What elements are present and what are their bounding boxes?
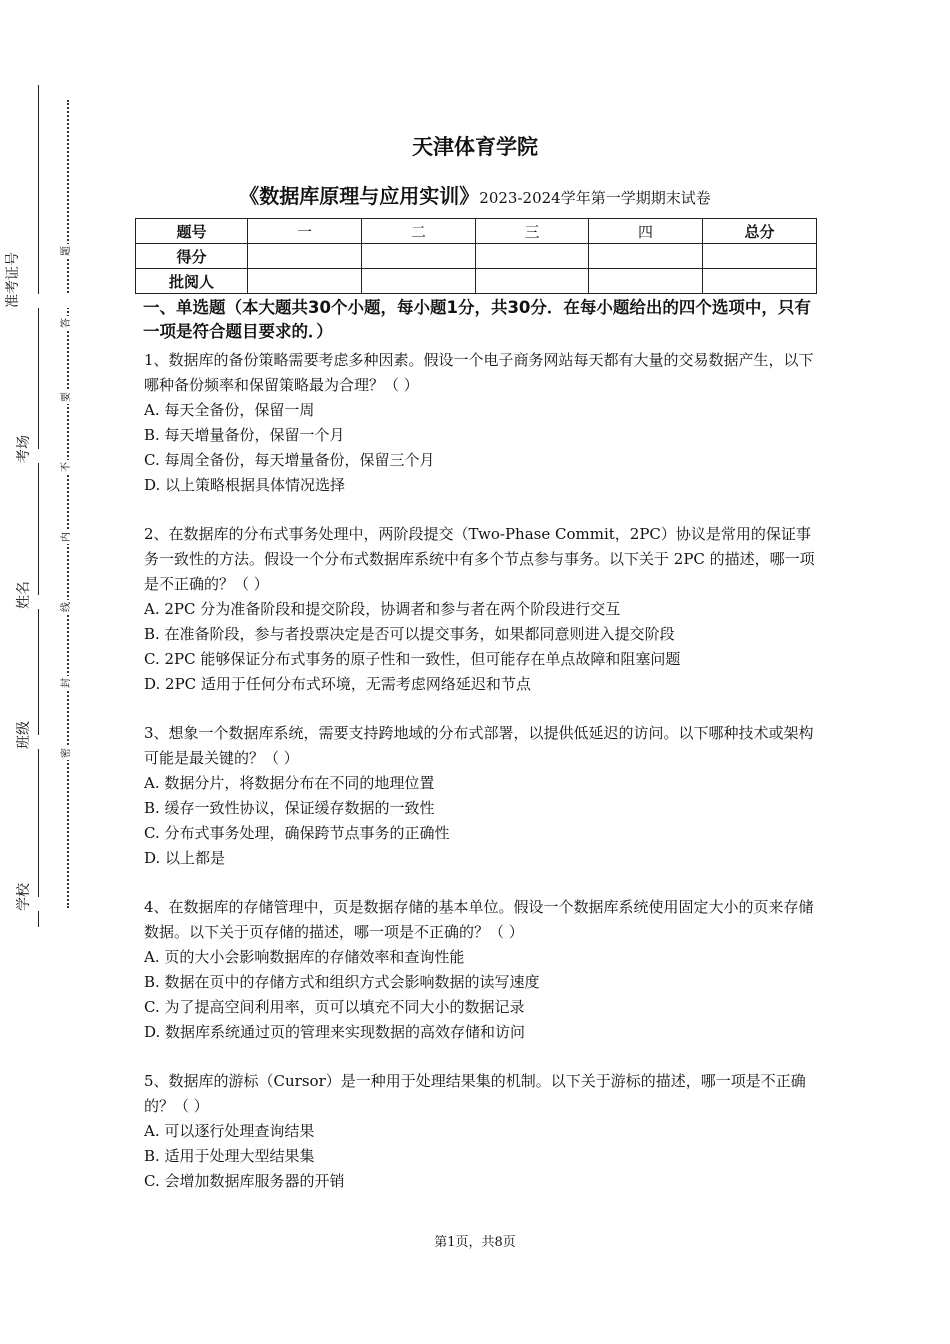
question-option: A. 每天全备份，保留一周 (144, 401, 315, 419)
seal-char: 要 (61, 392, 72, 402)
binding-field-school: 学校 (16, 897, 64, 911)
question-option: D. 以上策略根据具体情况选择 (144, 476, 346, 494)
binding-line (38, 85, 39, 927)
question-1 (144, 348, 816, 498)
reviewer-cell (703, 269, 817, 294)
question-option: D. 以上都是 (144, 849, 226, 867)
table-header-cell: 题号 (136, 219, 248, 244)
question-stem: 3、想象一个数据库系统，需要支持跨地域的分布式部署，以提供低延迟的访问。以下哪种技术或架构可能是最关键的？（ ） (144, 724, 814, 767)
section-title: 一、单选题（本大题共30个小题，每小题1分，共30分．在每小题给出的四个选项中，只有一项是符合题目要求的．） (143, 298, 811, 341)
score-row (136, 244, 817, 269)
reviewer-cell (589, 269, 703, 294)
seal-char: 内 (61, 532, 72, 542)
question-option: A. 数据分片，将数据分布在不同的地理位置 (144, 774, 435, 792)
binding-field-name: 姓名 (16, 595, 64, 609)
question-stem: 1、数据库的备份策略需要考虑多种因素。假设一个电子商务网站每天都有大量的交易数据产生，以下哪种备份频率和保留策略最为合理？（ ） (144, 351, 814, 394)
seal-char: 密 (61, 748, 72, 758)
question-2 (144, 522, 816, 697)
question-option: C. 会增加数据库服务器的开销 (144, 1172, 345, 1190)
score-cell (248, 244, 362, 269)
score-cell (589, 244, 703, 269)
table-header-cell: 四 (589, 219, 703, 244)
seal-char: 题 (61, 246, 72, 256)
course-name: 《数据库原理与应用实训》 (239, 184, 480, 208)
seal-char: 不 (61, 462, 72, 472)
question-4 (144, 895, 816, 1045)
seal-char: 封 (61, 678, 72, 688)
question-5 (144, 1069, 816, 1194)
question-3 (144, 721, 816, 871)
seal-char: 答 (61, 318, 72, 328)
binding-field-id: 准考证号 (5, 294, 75, 308)
question-stem: 4、在数据库的存储管理中，页是数据存储的基本单位。假设一个数据库系统使用固定大小的页来存储数据。以下关于页存储的描述，哪一项是不正确的？（ ） (144, 898, 814, 941)
question-option: C. 分布式事务处理，确保跨节点事务的正确性 (144, 824, 450, 842)
reviewer-cell (362, 269, 476, 294)
row-label: 批阅人 (136, 269, 248, 294)
score-cell (476, 244, 589, 269)
question-option: A. 页的大小会影响数据库的存储效率和查询性能 (144, 948, 465, 966)
reviewer-cell (248, 269, 362, 294)
school-title: 天津体育学院 (412, 135, 538, 159)
question-option: A. 2PC 分为准备阶段和提交阶段，协调者和参与者在两个阶段进行交互 (144, 600, 621, 618)
question-option: B. 在准备阶段，参与者投票决定是否可以提交事务，如果都同意则进入提交阶段 (144, 625, 675, 643)
score-table (135, 218, 817, 294)
question-option: B. 每天增量备份，保留一个月 (144, 426, 345, 444)
reviewer-cell (476, 269, 589, 294)
exam-content (144, 296, 816, 1194)
question-option: D. 2PC 适用于任何分布式环境，无需考虑网络延迟和节点 (144, 675, 531, 693)
table-header-cell: 三 (476, 219, 589, 244)
question-option: C. 每周全备份，每天增量备份，保留三个月 (144, 451, 435, 469)
question-option: B. 缓存一致性协议，保证缓存数据的一致性 (144, 799, 435, 817)
table-header-cell: 二 (362, 219, 476, 244)
reviewer-row (136, 269, 817, 294)
score-cell (703, 244, 817, 269)
binding-field-class: 班级 (16, 735, 64, 749)
question-option: B. 数据在页中的存储方式和组织方式会影响数据的读写速度 (144, 973, 540, 991)
question-stem: 5、数据库的游标（Cursor）是一种用于处理结果集的机制。以下关于游标的描述，哪一项是不正确的？（ ） (144, 1072, 806, 1115)
table-header-cell: 总分 (703, 219, 817, 244)
seal-dotted-line (67, 100, 69, 908)
question-option: A. 可以逐行处理查询结果 (144, 1122, 315, 1140)
exam-title (0, 180, 950, 209)
seal-char: 线 (61, 602, 72, 612)
binding-field-room: 考场 (16, 449, 64, 463)
table-header-cell: 一 (248, 219, 362, 244)
question-option: B. 适用于处理大型结果集 (144, 1147, 315, 1165)
question-option: C. 2PC 能够保证分布式事务的原子性和一致性，但可能存在单点故障和阻塞问题 (144, 650, 681, 668)
score-cell (362, 244, 476, 269)
question-option: D. 数据库系统通过页的管理来实现数据的高效存储和访问 (144, 1023, 526, 1041)
row-label: 得分 (136, 244, 248, 269)
question-stem: 2、在数据库的分布式事务处理中，两阶段提交（Two-Phase Commit，2PC）协议是常用的保证事务一致性的方法。假设一个分布式数据库系统中有多个节点参与事务。以下关于 2PC 的描述，哪一项是不正确的？（ ） (144, 525, 815, 593)
score-table-header-row (136, 219, 817, 244)
page-footer: 第1页，共8页 (434, 1235, 516, 1250)
exam-term: 2023-2024学年第一学期期末试卷 (479, 189, 711, 207)
question-option: C. 为了提高空间利用率，页可以填充不同大小的数据记录 (144, 998, 525, 1016)
